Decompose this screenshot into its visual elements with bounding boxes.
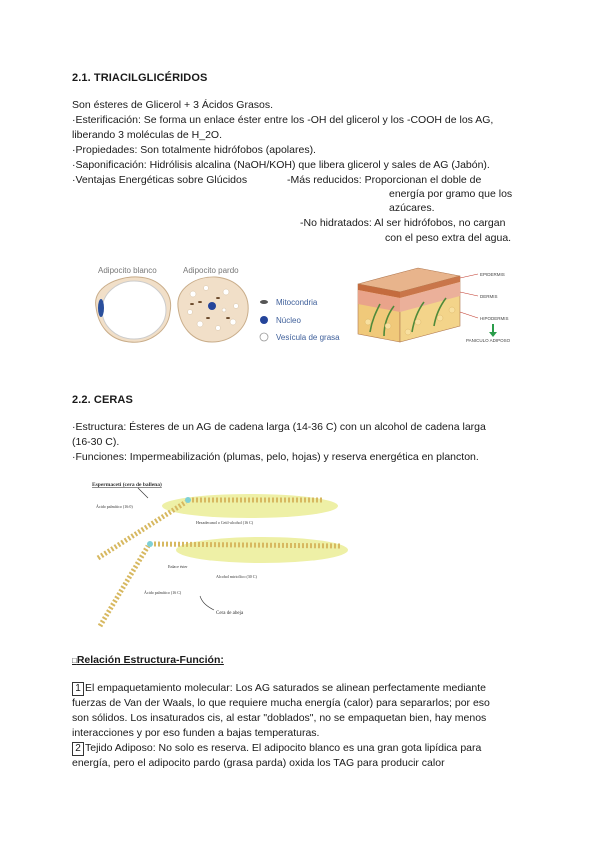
wax-lower-acid-chain xyxy=(100,546,148,626)
esterificacion-line1: ·Esterificación: Se forma un enlace éster entre los -OH del glicerol y los -COOH de los AG, xyxy=(72,114,494,126)
legend-nucleo-icon xyxy=(260,316,268,324)
ventaja1-line2: energía por gramo que los xyxy=(389,188,513,200)
skin-label-hipodermis: HIPODERMIS xyxy=(480,316,509,321)
ventaja2-line2: con el peso extra del agua. xyxy=(385,232,512,244)
legend-nucleo: Núcleo xyxy=(276,316,301,325)
ventaja1-line1: -Más reducidos: Proporcionan el doble de xyxy=(287,174,482,186)
white-adipocyte-nucleus xyxy=(98,299,104,317)
esterificacion-line2: liberando 3 moléculas de H_2O. xyxy=(72,129,223,141)
section-title-triacilgliceridos: 2.1. TRIACILGLICÉRIDOS xyxy=(72,72,208,84)
skin-diagram xyxy=(358,268,511,343)
section-title-ceras: 2.2. CERAS xyxy=(72,394,133,406)
wax-lower-highlight xyxy=(176,537,348,563)
adipocyte-figure xyxy=(88,262,528,352)
item1-line3: son sólidos. Los insaturados cis, al estar "doblados", no se empaquetan bien, hay menos xyxy=(72,712,487,724)
label-cera-abeja: Cera de abeja xyxy=(216,611,244,616)
item2-line2: energía, pero el adipocito pardo (grasa parda) oxida los TAG para producir calor xyxy=(72,757,445,769)
legend-mitocondria: Mitocondria xyxy=(276,298,318,307)
relacion-title xyxy=(72,654,224,666)
legend-vesicula-icon xyxy=(260,333,268,341)
legend-mitocondria-icon xyxy=(260,300,268,304)
label-espermaceti: Espermaceti (cera de ballena) xyxy=(92,482,162,488)
intro-text: Son ésteres de Glicerol + 3 Ácidos Grasos. xyxy=(72,99,274,111)
wax-upper-acid-chain xyxy=(98,502,186,558)
label-adipocito-blanco: Adipocito blanco xyxy=(98,266,157,275)
item2-line1 xyxy=(72,741,481,756)
skin-label-epidermis: EPIDERMIS xyxy=(480,272,505,277)
white-adipocyte-vesicle xyxy=(102,281,166,339)
ventaja1-line3: azúcares. xyxy=(389,202,435,214)
brown-adipocyte-nucleus xyxy=(208,302,216,310)
relacion-bullet: □ xyxy=(72,656,77,665)
label-alcohol-miricilico: Alcohol miricílico (30 C) xyxy=(216,574,257,579)
wax-lower-ester xyxy=(147,541,153,547)
label-adipocito-pardo: Adipocito pardo xyxy=(183,266,239,275)
item2-number: 2 xyxy=(72,742,84,756)
item1-line1 xyxy=(72,681,486,696)
label-enlace-ester: Enlace éster xyxy=(168,564,188,569)
label-palmitico-2: Ácido palmítico (16 C) xyxy=(144,590,182,595)
estructura-line2: (16-30 C). xyxy=(72,436,120,448)
item1-line4: interacciones y por eso funden a bajas temperaturas. xyxy=(72,727,320,739)
item1-line2: fuerzas de Van der Waals, lo que requiere mucha energía (calor) para separarlos; por eso xyxy=(72,697,490,709)
estructura-line1: ·Estructura: Ésteres de un AG de cadena larga (14-36 C) con un alcohol de cadena larga xyxy=(72,421,486,433)
item2-text1: Tejido Adiposo: No solo es reserva. El adipocito blanco es una gran gota lipídica para xyxy=(85,742,482,754)
skin-label-dermis: DERMIS xyxy=(480,294,498,299)
wax-figure xyxy=(88,476,368,628)
item1-text1: El empaquetamiento molecular: Los AG saturados se alinean perfectamente mediante xyxy=(85,682,486,694)
label-cetil: Hexadecanol o Cetil-alcohol (16 C) xyxy=(196,520,254,525)
skin-label-paniculo: PANICULO ADIPOSO xyxy=(466,338,511,343)
funciones-text: ·Funciones: Impermeabilización (plumas, pelo, hojas) y reserva energética en plancton. xyxy=(72,451,479,463)
ventaja2-line1: -No hidratados: Al ser hidrófobos, no cargan xyxy=(300,217,506,229)
propiedades-text: ·Propiedades: Son totalmente hidrófobos (apolares). xyxy=(72,144,316,156)
item1-number: 1 xyxy=(72,682,84,696)
wax-upper-ester xyxy=(185,497,191,503)
legend-vesicula: Vesícula de grasa xyxy=(276,333,340,342)
saponificacion-text: ·Saponificación: Hidrólisis alcalina (NaOH/KOH) que libera glicerol y sales de AG (Jabón). xyxy=(72,159,490,171)
relacion-title-text: Relación Estructura-Función: xyxy=(76,654,224,666)
ventajas-label: ·Ventajas Energéticas sobre Glúcidos xyxy=(72,174,248,186)
label-palmitico-1: Ácido palmítico (16:0) xyxy=(96,504,133,509)
